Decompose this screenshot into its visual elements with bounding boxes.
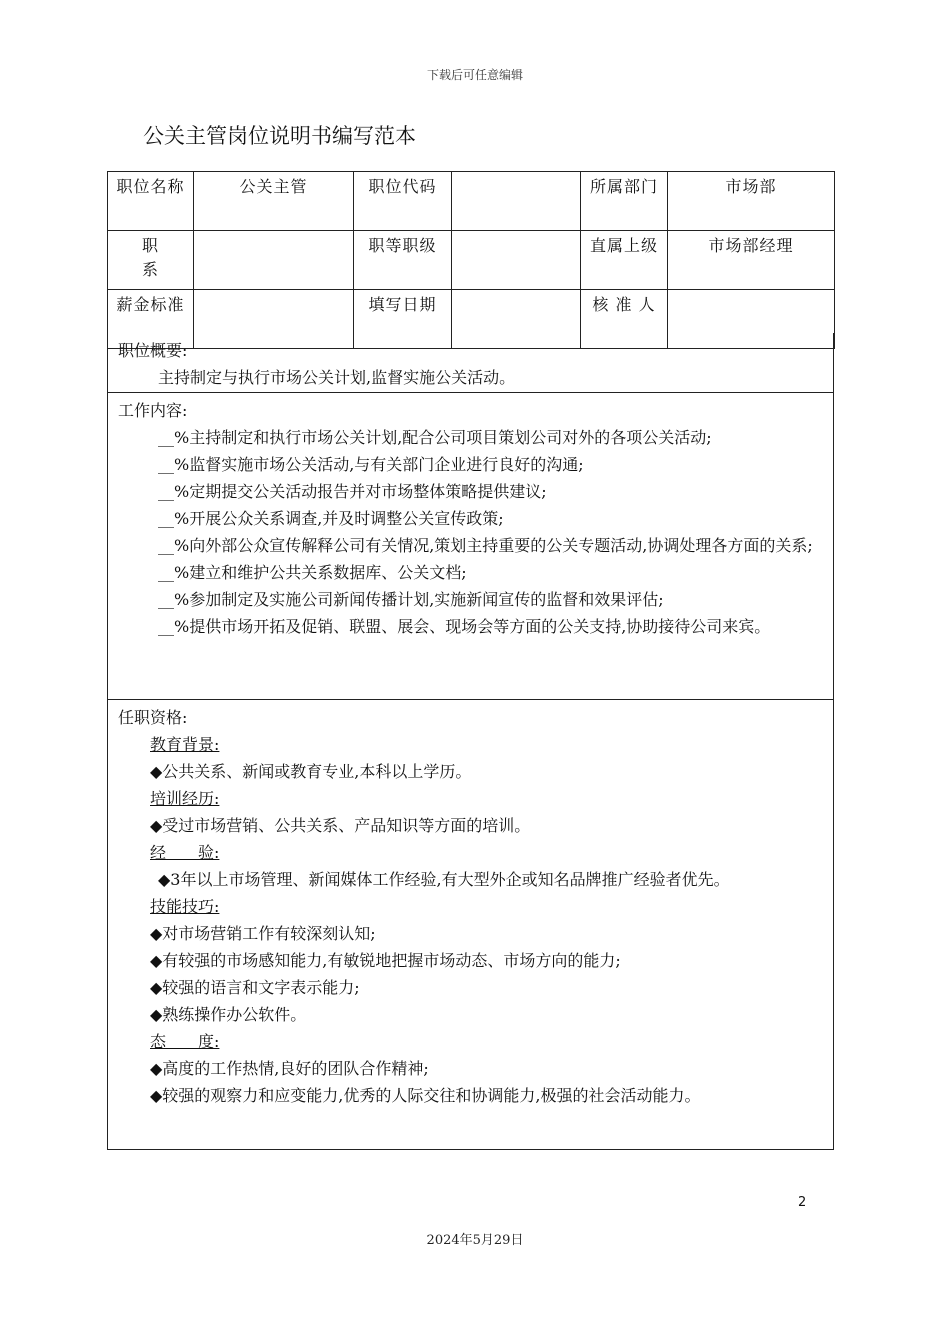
label-cell: 薪金标准 — [108, 290, 194, 349]
experience-label: 经 验: — [150, 843, 220, 862]
label-cell: 职位名称 — [108, 172, 194, 231]
header-note: 下载后可任意编辑 — [426, 68, 523, 82]
duties-heading: 工作内容: — [118, 401, 188, 420]
list-item: __%参加制定及实施公司新闻传播计划,实施新闻宣传的监督和效果评估; — [158, 590, 664, 609]
overview-section — [107, 333, 834, 393]
duties-section — [107, 393, 834, 700]
value-cell: 市场部 — [668, 172, 835, 231]
label-cell: 直属上级 — [581, 231, 668, 290]
overview-text: 主持制定与执行市场公关计划,监督实施公关活动。 — [158, 368, 516, 387]
qualifications-heading: 任职资格: — [118, 708, 188, 727]
list-item: ◆高度的工作热情,良好的团队合作精神; — [150, 1059, 429, 1078]
list-item: ◆较强的观察力和应变能力,优秀的人际交往和协调能力,极强的社会活动能力。 — [150, 1086, 701, 1105]
list-item: __%开展公众关系调查,并及时调整公关宣传政策; — [158, 509, 504, 528]
experience-text: ◆3年以上市场管理、新闻媒体工作经验,有大型外企或知名品牌推广经验者优先。 — [158, 870, 730, 889]
label-cell: 职位代码 — [354, 172, 452, 231]
list-item: __%向外部公众宣传解释公司有关情况,策划主持重要的公关专题活动,协调处理各方面的关系; — [158, 536, 813, 555]
table-row — [108, 172, 835, 231]
label-cell: 所属部门 — [581, 172, 668, 231]
list-item: __%监督实施市场公关活动,与有关部门企业进行良好的沟通; — [158, 455, 584, 474]
list-item: __%定期提交公关活动报告并对市场整体策略提供建议; — [158, 482, 547, 501]
value-cell: 公关主管 — [194, 172, 354, 231]
page-title: 公关主管岗位说明书编写范本 — [143, 124, 416, 148]
value-cell — [452, 231, 581, 290]
list-item: ◆较强的语言和文字表示能力; — [150, 978, 360, 997]
list-item: __%主持制定和执行市场公关计划,配合公司项目策划公司对外的各项公关活动; — [158, 428, 712, 447]
label-cell: 职 系 — [108, 231, 194, 290]
list-item: __%建立和维护公共关系数据库、公关文档; — [158, 563, 467, 582]
education-label: 教育背景: — [150, 735, 220, 754]
list-item: __%提供市场开拓及促销、联盟、展会、现场会等方面的公关支持,协助接待公司来宾。 — [158, 617, 771, 636]
value-cell: 市场部经理 — [668, 231, 835, 290]
skills-label: 技能技巧: — [150, 897, 220, 916]
training-text: ◆受过市场营销、公共关系、产品知识等方面的培训。 — [150, 816, 531, 835]
value-cell — [452, 172, 581, 231]
list-item: ◆对市场营销工作有较深刻认知; — [150, 924, 376, 943]
qualifications-section — [107, 700, 834, 1150]
list-item: ◆熟练操作办公软件。 — [150, 1005, 307, 1024]
footer-date: 2024年5月29日 — [426, 1233, 524, 1248]
list-item: ◆有较强的市场感知能力,有敏锐地把握市场动态、市场方向的能力; — [150, 951, 621, 970]
education-text: ◆公共关系、新闻或教育专业,本科以上学历。 — [150, 762, 472, 781]
table-row — [108, 231, 835, 290]
page-number: 2 — [798, 1195, 807, 1210]
value-cell — [194, 231, 354, 290]
training-label: 培训经历: — [150, 789, 220, 808]
info-table — [107, 171, 835, 349]
label-cell: 核 准 人 — [581, 290, 668, 349]
label-cell: 职等职级 — [354, 231, 452, 290]
attitude-label: 态 度: — [150, 1032, 220, 1051]
overview-heading: 职位概要: — [118, 341, 188, 360]
label-cell: 填写日期 — [354, 290, 452, 349]
